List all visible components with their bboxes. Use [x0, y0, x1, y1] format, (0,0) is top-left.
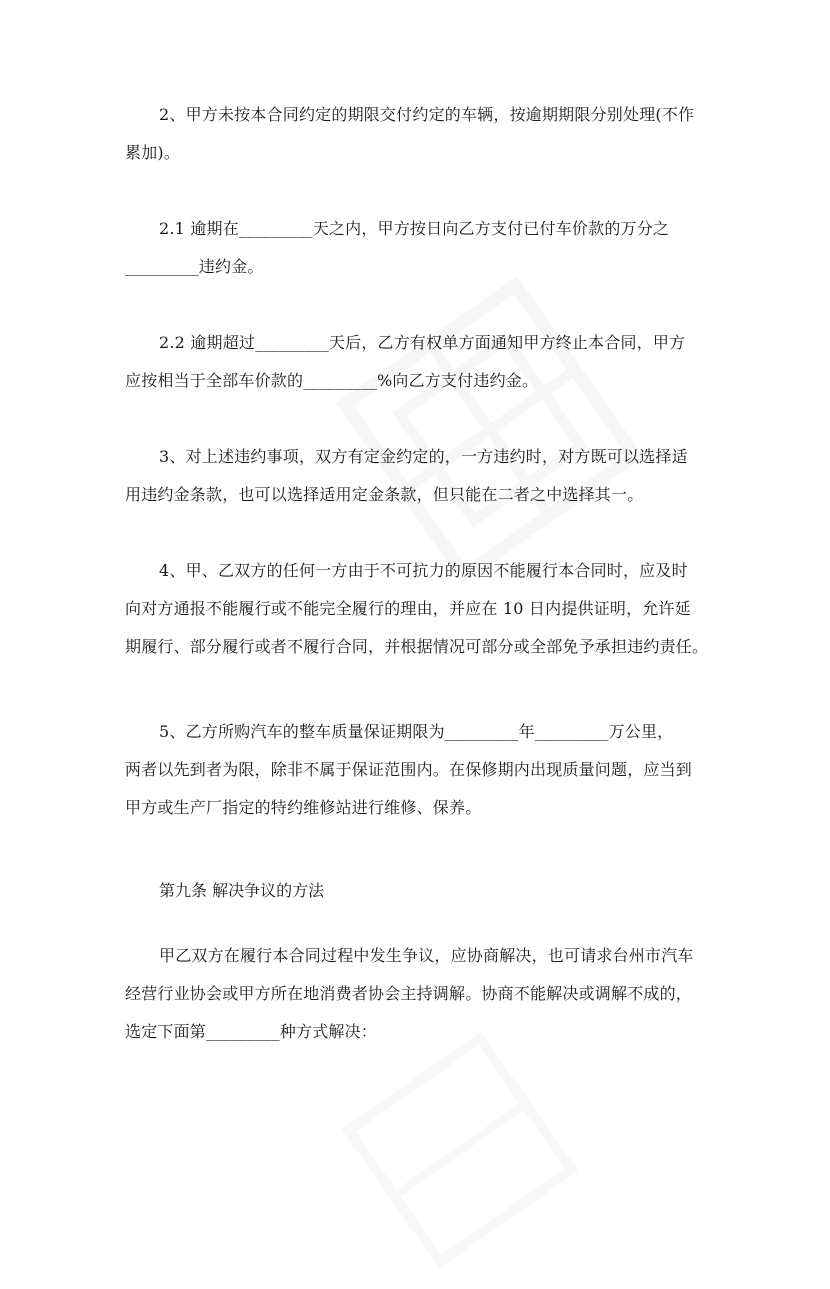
clause-2-line-1: 2、甲方未按本合同约定的期限交付约定的车辆，按逾期期限分别处理(不作	[159, 105, 695, 124]
article-9-heading: 第九条 解决争议的方法	[159, 881, 325, 900]
article-9-line-1: 甲乙双方在履行本合同过程中发生争议，应协商解决，也可请求台州市汽车	[159, 946, 694, 965]
clause-2-1-line-1: 2.1 逾期在_________天之内，甲方按日向乙方支付已付车价款的万分之	[159, 219, 670, 238]
clause-2-2-line-1: 2.2 逾期超过_________天后，乙方有权单方面通知甲方终止本合同，甲方	[159, 333, 686, 352]
article-9-paragraph	[125, 937, 715, 1051]
clause-3-line-2: 用违约金条款，也可以选择适用定金条款，但只能在二者之中选择其一。	[125, 485, 644, 504]
clause-5-line-2: 两者以先到者为限，除非不属于保证范围内。在保修期内出现质量问题，应当到	[125, 760, 693, 779]
clause-3-paragraph	[125, 438, 715, 514]
clause-2-2-line-2: 应按相当于全部车价款的_________%向乙方支付违约金。	[125, 371, 539, 390]
clause-5-line-3: 甲方或生产厂指定的特约维修站进行维修、保养。	[125, 798, 482, 817]
clause-4-line-3: 期履行、部分履行或者不履行合同，并根据情况可部分或全部免予承担违约责任。	[125, 637, 709, 656]
clause-4-paragraph	[125, 552, 715, 666]
clause-2-1-line-2: _________违约金。	[125, 257, 264, 276]
clause-2-line-2: 累加)。	[125, 143, 181, 162]
clause-4-line-2: 向对方通报不能履行或不能完全履行的理由，并应在 10 日内提供证明，允许延	[125, 599, 691, 618]
clause-5-line-1: 5、乙方所购汽车的整车质量保证期限为_________年_________万公里，	[159, 722, 674, 741]
clause-2-paragraph	[125, 96, 715, 172]
clause-2-1-paragraph	[125, 210, 715, 286]
watermark-logo-bottom-icon	[321, 1011, 600, 1289]
article-9-line-2: 经营行业协会或甲方所在地消费者协会主持调解。协商不能解决或调解不成的，	[125, 984, 693, 1003]
clause-5-paragraph	[125, 713, 715, 827]
clause-3-line-1: 3、对上述违约事项，双方有定金约定的，一方违约时，对方既可以选择适	[159, 447, 688, 466]
clause-2-2-paragraph	[125, 324, 715, 400]
clause-4-line-1: 4、甲、乙双方的任何一方由于不可抗力的原因不能履行本合同时，应及时	[159, 561, 688, 580]
article-9-line-3: 选定下面第_________种方式解决：	[125, 1022, 378, 1041]
